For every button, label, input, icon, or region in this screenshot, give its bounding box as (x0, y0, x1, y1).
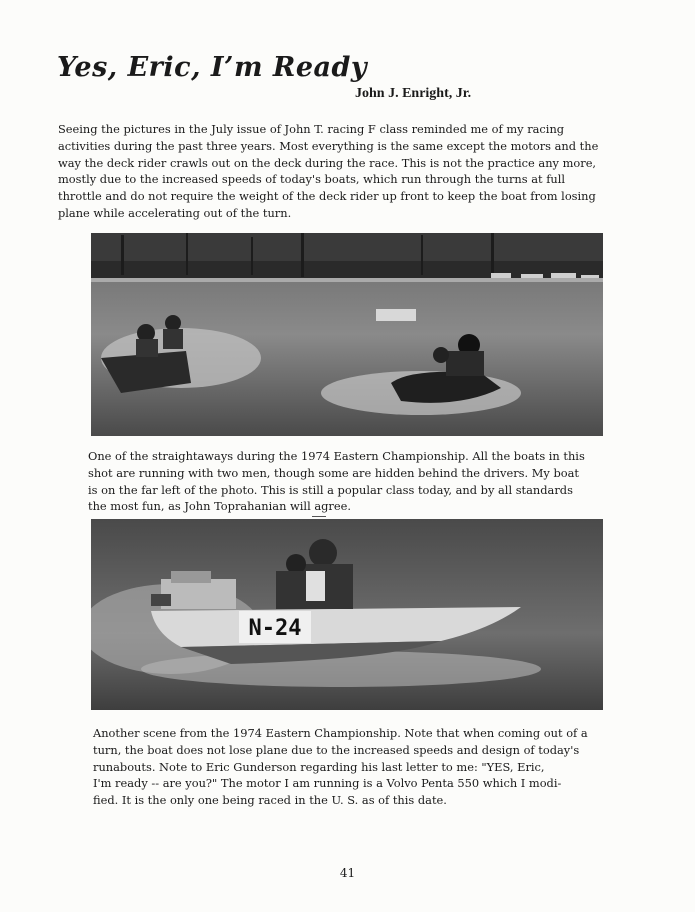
text-line: I'm ready -- are you?" The motor I am running is a Volvo Penta 550 which I modi- (93, 776, 562, 791)
race-photo-n24 (91, 519, 603, 710)
boat-number: N-24 (248, 616, 302, 641)
text-line: turn, the boat does not lose plane due to the increased speeds and design of today's (93, 742, 580, 757)
photo-caption-2 (93, 725, 618, 809)
text-line: Seeing the pictures in the July issue of John T. racing F class reminded me of my racing (58, 122, 565, 136)
page-number: 41 (339, 866, 356, 880)
text-line: plane while accelerating out of the turn. (58, 205, 292, 220)
text-line: runabouts. Note to Eric Gunderson regarding his last letter to me: "YES, Eric, (93, 759, 545, 774)
text-line: is on the far left of the photo. This is still a popular class today, and by all standards (88, 482, 573, 497)
photo-caption-1 (88, 448, 613, 515)
text-line: Another scene from the 1974 Eastern Championship. Note that when coming out of a (93, 726, 588, 740)
divider (312, 516, 326, 517)
text-line: One of the straightaways during the 1974 Eastern Championship. All the boats in this (88, 449, 585, 463)
text-line: mostly due to the increased speeds of today's boats, which run through the turns at full (58, 172, 566, 187)
text-line: activities during the past three years. Most everything is the same except the motors and the (58, 138, 599, 153)
text-line: the most fun, as John Toprahanian will agree. (88, 499, 351, 514)
intro-paragraph (58, 121, 638, 222)
race-photo-straightaway (91, 233, 603, 436)
author-byline: John J. Enright, Jr. (355, 86, 472, 101)
text-line: shot are running with two men, though some are hidden behind the drivers. My boat (88, 465, 579, 480)
text-line: way the deck rider crawls out on the deck during the race. This is not the practice any more, (58, 155, 597, 170)
article-title: Yes, Eric, I’m Ready (57, 52, 368, 83)
text-line: fied. It is the only one being raced in the U. S. as of this date. (93, 793, 447, 808)
text-line: throttle and do not require the weight of the deck rider up front to keep the boat from losing (58, 189, 596, 204)
